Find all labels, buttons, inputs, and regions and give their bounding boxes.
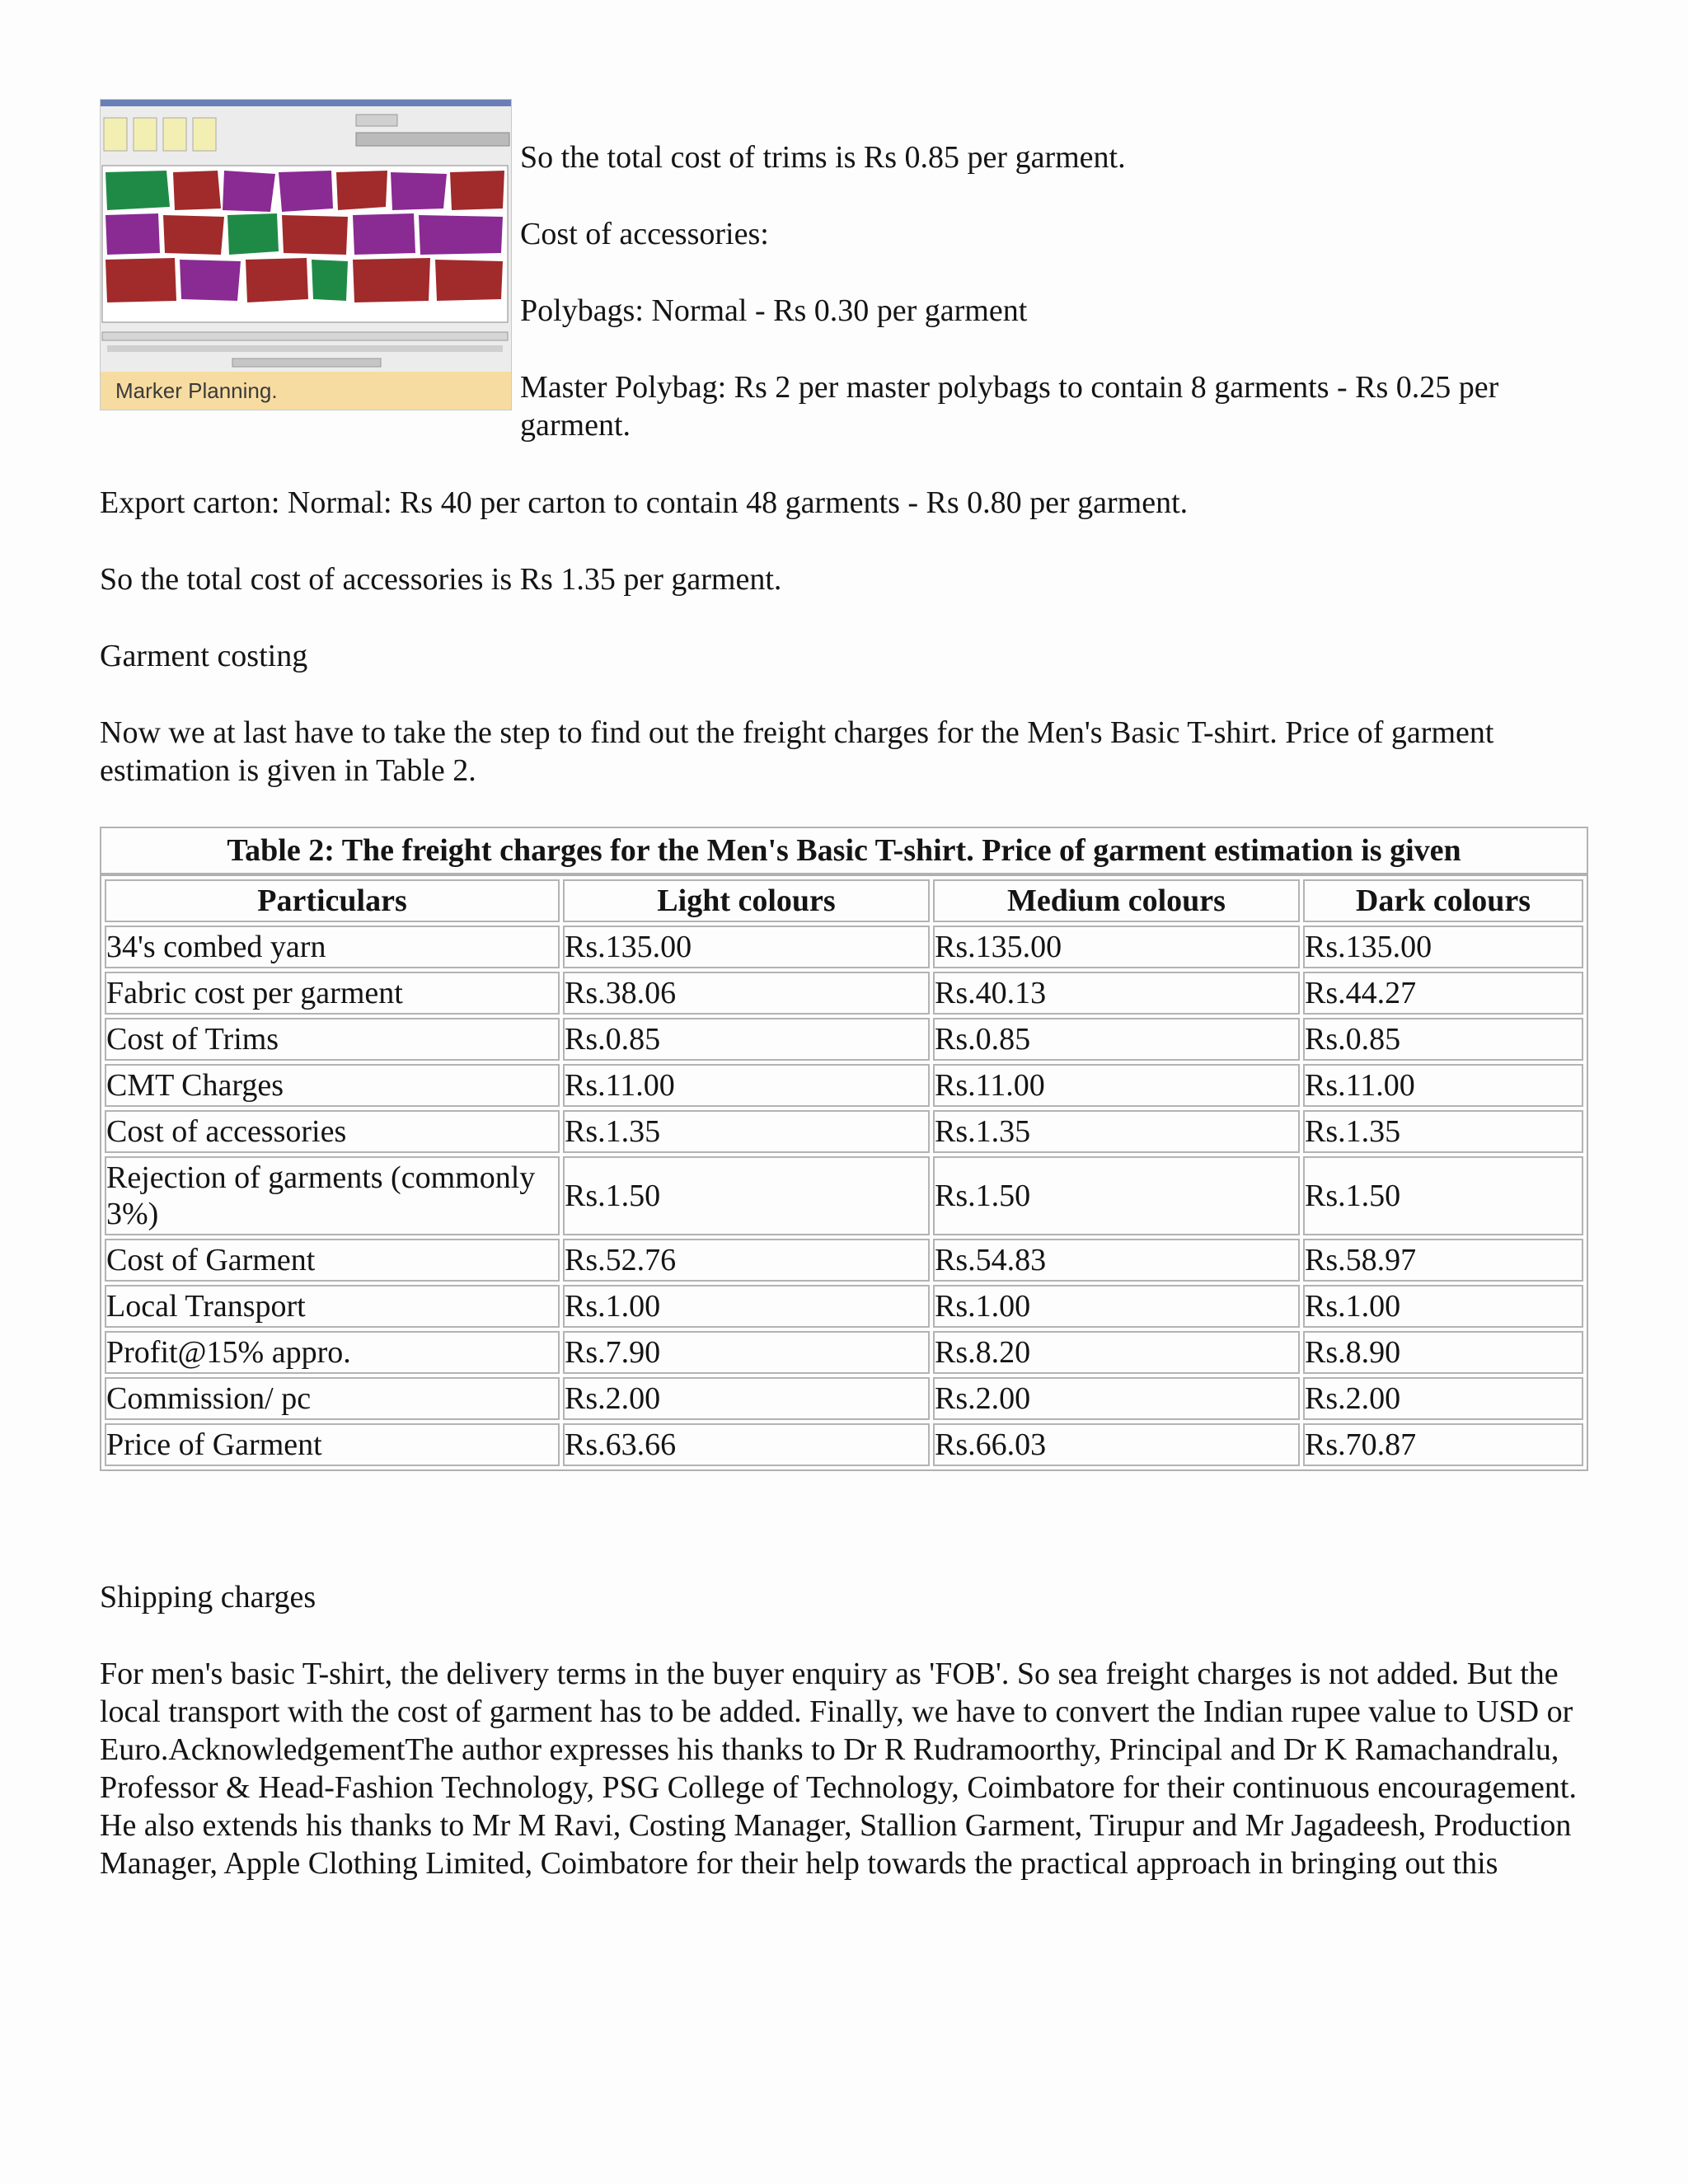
cell-particulars: Rejection of garments (commonly 3%): [105, 1156, 560, 1235]
cell-particulars: Cost of Trims: [105, 1018, 560, 1061]
freight-charges-table: [100, 827, 1588, 1471]
header-dark-colours: Dark colours: [1303, 879, 1583, 922]
marker-planning-illustration: [101, 100, 512, 410]
cell-dark: Rs.44.27: [1303, 972, 1583, 1015]
cell-medium: Rs.66.03: [933, 1423, 1300, 1466]
table-row: [105, 1285, 1583, 1328]
cell-particulars: Cost of Garment: [105, 1239, 560, 1282]
cell-particulars: CMT Charges: [105, 1064, 560, 1107]
garment-costing-heading: Garment costing: [100, 639, 308, 673]
cell-dark: Rs.0.85: [1303, 1018, 1583, 1061]
accessories-heading: Cost of accessories:: [520, 217, 769, 251]
marker-planning-image: [100, 99, 512, 410]
cell-particulars: Fabric cost per garment: [105, 972, 560, 1015]
cell-light: Rs.1.00: [563, 1285, 930, 1328]
cell-particulars: Commission/ pc: [105, 1377, 560, 1420]
cell-medium: Rs.135.00: [933, 926, 1300, 968]
figure-block: [100, 99, 1588, 445]
polybags-text: Polybags: Normal - Rs 0.30 per garment: [520, 293, 1028, 328]
header-medium-colours: Medium colours: [933, 879, 1300, 922]
accessories-total-text: So the total cost of accessories is Rs 1.35 per garment.: [100, 562, 782, 597]
freight-table-wrapper: [100, 827, 1588, 1471]
cell-light: Rs.52.76: [563, 1239, 930, 1282]
trims-total-text: So the total cost of trims is Rs 0.85 per garment.: [520, 140, 1126, 175]
cell-dark: Rs.1.35: [1303, 1110, 1583, 1153]
cell-medium: Rs.1.35: [933, 1110, 1300, 1153]
cell-medium: Rs.2.00: [933, 1377, 1300, 1420]
intro-paragraph: Now we at last have to take the step to find out the freight charges for the Men's Basic T-shirt. Price of garment estimation is given in Table 2.: [100, 715, 1494, 788]
table-row: [105, 1239, 1583, 1282]
cell-dark: Rs.8.90: [1303, 1331, 1583, 1374]
table-row: [105, 1423, 1583, 1466]
cell-medium: Rs.1.00: [933, 1285, 1300, 1328]
cell-light: Rs.1.50: [563, 1156, 930, 1235]
shipping-charges-heading: Shipping charges: [100, 1580, 316, 1615]
cell-dark: Rs.1.00: [1303, 1285, 1583, 1328]
table-row: [105, 1018, 1583, 1061]
cell-particulars: Local Transport: [105, 1285, 560, 1328]
cell-medium: Rs.8.20: [933, 1331, 1300, 1374]
cell-dark: Rs.70.87: [1303, 1423, 1583, 1466]
cell-light: Rs.0.85: [563, 1018, 930, 1061]
figure-caption: Marker Planning.: [115, 378, 278, 403]
table-row: [105, 1331, 1583, 1374]
cell-light: Rs.63.66: [563, 1423, 930, 1466]
shipping-paragraph: For men's basic T-shirt, the delivery terms in the buyer enquiry as 'FOB'. So sea freight charges is not added. But the local transport with the cost of garment has to be added. Finally, we have to convert the Indian rupee value to USD or Euro.AcknowledgementThe author expresses his thanks to Dr R Rudramoorthy, Principal and Dr K Ramachandralu, Professor & Head-Fashion Technology, PSG College of Technology, Coimbatore for their continuous encouragement. He also extends his thanks to Mr M Ravi, Costing Manager, Stallion Garment, Tirupur and Mr Jagadeesh, Production Manager, Apple Clothing Limited, Coimbatore for their help towards the practical approach in bringing out this: [100, 1657, 1577, 1881]
cell-dark: Rs.1.50: [1303, 1156, 1583, 1235]
table-row: [105, 926, 1583, 968]
cell-medium: Rs.54.83: [933, 1239, 1300, 1282]
table-caption: Table 2: The freight charges for the Men's Basic T-shirt. Price of garment estimation is given: [100, 827, 1588, 874]
table-row: [105, 1110, 1583, 1153]
header-light-colours: Light colours: [563, 879, 930, 922]
cell-medium: Rs.11.00: [933, 1064, 1300, 1107]
figure-side-text: [520, 138, 1588, 483]
table-row: [105, 1156, 1583, 1235]
cell-light: Rs.11.00: [563, 1064, 930, 1107]
cell-light: Rs.135.00: [563, 926, 930, 968]
cell-dark: Rs.11.00: [1303, 1064, 1583, 1107]
table-header-row: [105, 879, 1583, 922]
cell-light: Rs.7.90: [563, 1331, 930, 1374]
header-particulars: Particulars: [105, 879, 560, 922]
cell-light: Rs.38.06: [563, 972, 930, 1015]
cell-particulars: Price of Garment: [105, 1423, 560, 1466]
figure-caption-box: [101, 372, 512, 410]
cell-dark: Rs.58.97: [1303, 1239, 1583, 1282]
cell-dark: Rs.135.00: [1303, 926, 1583, 968]
master-polybag-text: Master Polybag: Rs 2 per master polybags to contain 8 garments - Rs 0.25 per garment.: [520, 370, 1499, 443]
table-row: [105, 1377, 1583, 1420]
export-carton-text: Export carton: Normal: Rs 40 per carton to contain 48 garments - Rs 0.80 per garment.: [100, 485, 1189, 520]
table-row: [105, 972, 1583, 1015]
cell-medium: Rs.40.13: [933, 972, 1300, 1015]
table-row: [105, 1064, 1583, 1107]
cell-particulars: Cost of accessories: [105, 1110, 560, 1153]
cell-light: Rs.1.35: [563, 1110, 930, 1153]
cell-particulars: 34's combed yarn: [105, 926, 560, 968]
cell-light: Rs.2.00: [563, 1377, 930, 1420]
cell-medium: Rs.0.85: [933, 1018, 1300, 1061]
cell-medium: Rs.1.50: [933, 1156, 1300, 1235]
cell-particulars: Profit@15% appro.: [105, 1331, 560, 1374]
cell-dark: Rs.2.00: [1303, 1377, 1583, 1420]
